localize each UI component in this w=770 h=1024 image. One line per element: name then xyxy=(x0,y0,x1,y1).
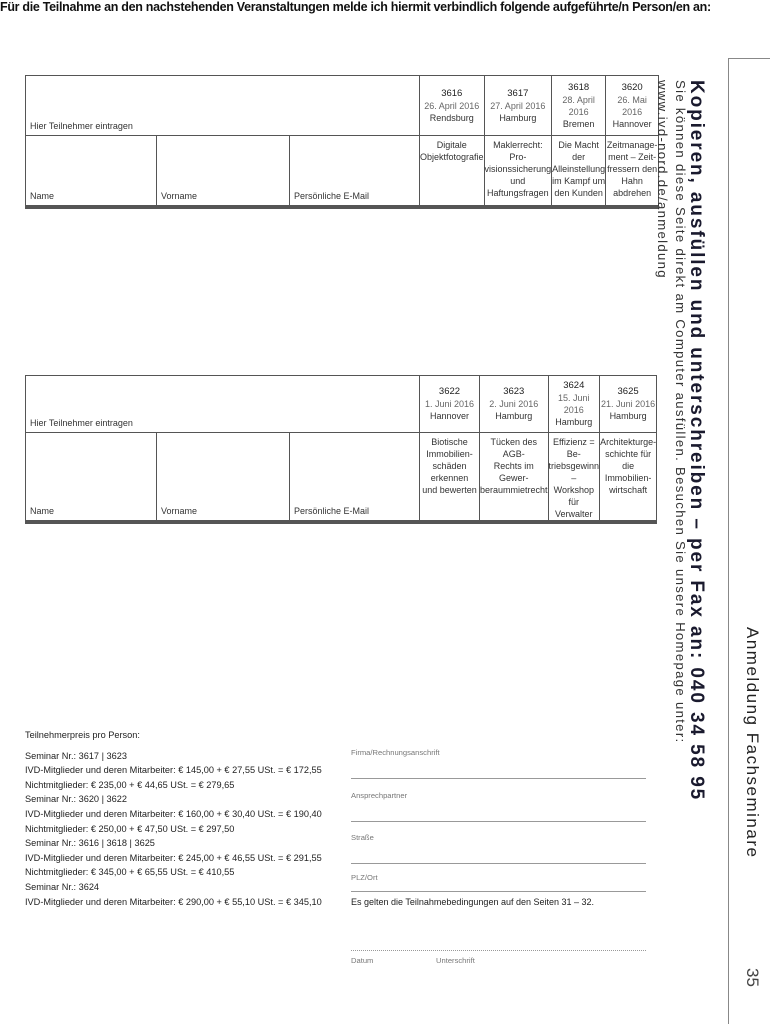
seminar-topic: Digitale Objektfotografie xyxy=(420,136,485,206)
seminar-header: 3625 21. Juni 2016 Hamburg xyxy=(600,376,657,433)
col-name-header: Name xyxy=(26,136,157,206)
col-email-header: Persönliche E-Mail xyxy=(290,433,420,521)
price-list xyxy=(25,728,322,909)
col-email-header: Persönliche E-Mail xyxy=(290,136,420,206)
col-vorname-header: Vorname xyxy=(157,136,290,206)
unterschrift-label: Unterschrift xyxy=(436,956,475,965)
price-seminar: Seminar Nr.: 3620 | 3622 xyxy=(25,794,127,805)
margin-divider xyxy=(728,58,729,1024)
checkbox-cell[interactable] xyxy=(420,208,485,209)
seminar-header: 3620 26. Mai 2016 Hannover xyxy=(606,76,659,136)
checkbox-cell[interactable] xyxy=(420,523,480,524)
strasse-label: Straße xyxy=(351,833,374,842)
vorname-cell[interactable] xyxy=(157,523,290,524)
price-seminar: Seminar Nr.: 3616 | 3618 | 3625 xyxy=(25,838,155,849)
registration-table-2 xyxy=(25,375,657,524)
firma-field[interactable] xyxy=(351,746,646,779)
ansprechpartner-field[interactable] xyxy=(351,789,646,822)
enter-participants-label: Hier Teilnehmer eintragen xyxy=(26,76,420,136)
email-cell[interactable] xyxy=(290,523,420,524)
strasse-field[interactable] xyxy=(351,831,646,864)
ansprechpartner-label: Ansprechpartner xyxy=(351,791,408,800)
vorname-cell[interactable] xyxy=(157,208,290,209)
checkbox-cell[interactable] xyxy=(552,208,606,209)
page-title: Anmeldung Fachseminare xyxy=(743,627,762,859)
seminar-topic: Zeitmanage- ment – Zeit- fressern den Hahn abdrehen xyxy=(606,136,659,206)
price-member: IVD-Mitglieder und deren Mitarbeiter: € 290,00 + € 55,10 USt. = € 345,10 xyxy=(25,896,322,907)
price-seminar: Seminar Nr.: 3624 xyxy=(25,881,100,892)
plz-label: PLZ/Ort xyxy=(351,873,378,882)
seminar-header: 3622 1. Juni 2016 Hannover xyxy=(420,376,480,433)
computer-fill-note: Sie können diese Seite direkt am Computer ausfüllen. Besuchen Sie unsere Homepage unter: xyxy=(673,80,688,744)
enter-participants-label: Hier Teilnehmer eintragen xyxy=(26,376,420,433)
participant-row[interactable] xyxy=(26,523,657,524)
price-member: IVD-Mitglieder und deren Mitarbeiter: € 160,00 + € 30,40 USt. = € 190,40 xyxy=(25,808,322,819)
checkbox-cell[interactable] xyxy=(606,208,659,209)
fax-instruction: Kopieren, ausfüllen und unterschreiben – per Fax an: 040 34 58 95 xyxy=(686,80,707,802)
price-nonmember: Nichtmitglieder: € 250,00 + € 47,50 USt. = € 297,50 xyxy=(25,823,235,834)
price-seminar: Seminar Nr.: 3617 | 3623 xyxy=(25,750,127,761)
price-intro: Teilnehmerpreis pro Person: xyxy=(25,730,140,740)
page-heading: Für die Teilnahme an den nachstehenden Veranstaltungen melde ich hiermit verbindlich folgende aufgeführte/n Person/en an: xyxy=(0,0,711,14)
checkbox-cell[interactable] xyxy=(548,523,600,524)
datum-label: Datum xyxy=(351,956,374,965)
participant-row[interactable] xyxy=(26,208,659,209)
col-vorname-header: Vorname xyxy=(157,433,290,521)
price-member: IVD-Mitglieder und deren Mitarbeiter: € 245,00 + € 46,55 USt. = € 291,55 xyxy=(25,852,322,863)
firma-label: Firma/Rechnungsanschrift xyxy=(351,748,440,757)
seminar-topic: Biotische Immobilien- schäden erkennen und bewerten xyxy=(420,433,480,521)
seminar-header: 3618 28. April 2016 Bremen xyxy=(552,76,606,136)
seminar-topic: Architekturge- schichte für die Immobilien- wirtschaft xyxy=(600,433,657,521)
plz-field[interactable] xyxy=(351,871,646,892)
checkbox-cell[interactable] xyxy=(480,523,549,524)
seminar-header: 3616 26. April 2016 Rendsburg xyxy=(420,76,485,136)
checkbox-cell[interactable] xyxy=(484,208,552,209)
seminar-header: 3623 2. Juni 2016 Hamburg xyxy=(480,376,549,433)
seminar-header: 3617 27. April 2016 Hamburg xyxy=(484,76,552,136)
homepage-url[interactable]: www.ivd-nord.de/anmeldung xyxy=(655,80,670,279)
seminar-topic: Tücken des AGB- Rechts im Gewer- beraummietrecht xyxy=(480,433,549,521)
email-cell[interactable] xyxy=(290,208,420,209)
registration-table-1 xyxy=(25,75,659,209)
terms-note: Es gelten die Teilnahmebedingungen auf den Seiten 31 – 32. xyxy=(351,897,595,907)
seminar-topic: Die Macht der Alleinstellung im Kampf um den Kunden xyxy=(552,136,606,206)
seminar-topic: Effizienz = Be- triebsgewinn – Workshop für Verwalter xyxy=(548,433,600,521)
price-nonmember: Nichtmitglieder: € 345,00 + € 65,55 USt. = € 410,55 xyxy=(25,867,235,878)
col-name-header: Name xyxy=(26,433,157,521)
name-cell[interactable] xyxy=(26,523,157,524)
checkbox-cell[interactable] xyxy=(600,523,657,524)
margin-divider-top xyxy=(728,58,770,59)
seminar-topic: Maklerrecht: Pro- visionssicherung und Haftungsfragen xyxy=(484,136,552,206)
price-nonmember: Nichtmitglieder: € 235,00 + € 44,65 USt. = € 279,65 xyxy=(25,779,235,790)
price-member: IVD-Mitglieder und deren Mitarbeiter: € 145,00 + € 27,55 USt. = € 172,55 xyxy=(25,765,322,776)
page-number: 35 xyxy=(743,968,762,987)
signature-line[interactable] xyxy=(351,950,646,951)
seminar-header: 3624 15. Juni 2016 Hamburg xyxy=(548,376,600,433)
name-cell[interactable] xyxy=(26,208,157,209)
